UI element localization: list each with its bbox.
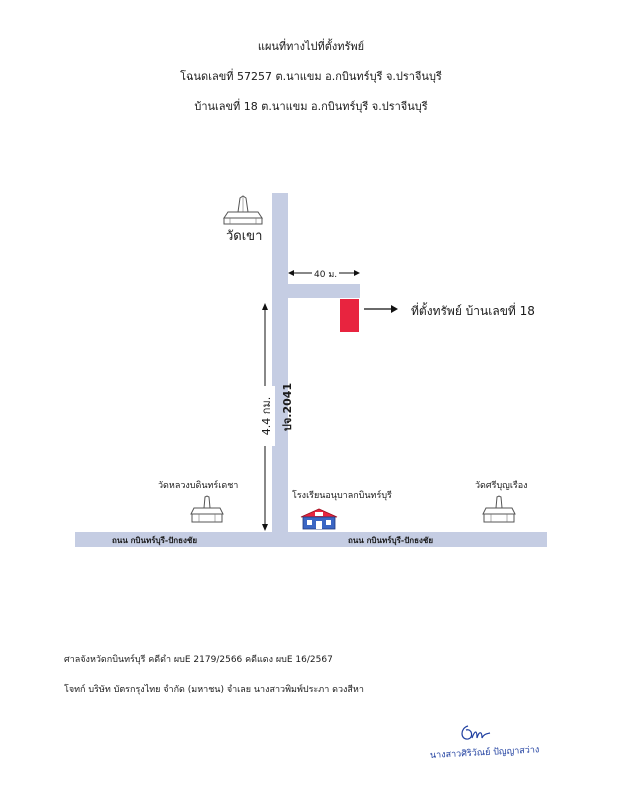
road-2041 [272, 193, 288, 533]
temple-west-icon [190, 496, 224, 524]
temple-north-label: วัดเขา [226, 229, 263, 244]
map-title: แผนที่ทางไปที่ตั้งทรัพย์ [257, 40, 365, 53]
house-line: บ้านเลขที่ 18 ต.นาแขม อ.กบินทร์บุรี จ.ปราจีนบุรี [194, 100, 428, 113]
property-label: ที่ตั้งทรัพย์ บ้านเลขที่ 18 [411, 304, 535, 318]
temple-east-label: วัดศรีบุญเรือง [475, 481, 528, 491]
school-label: โรงเรียนอนุบาลกบินทร์บุรี [292, 491, 392, 501]
temple-east-icon [482, 496, 516, 524]
temple-north-icon [222, 196, 264, 226]
signer-name: นางสาวศิริวัณย์ ปัญญาสว่าง [429, 745, 540, 761]
court-line: ศาลจังหวัดกบินทร์บุรี คดีดำ ผบE 2179/2566 คดีแดง ผบE 16/2567 [64, 655, 333, 665]
property-marker [340, 299, 359, 332]
main-distance-label: 4.4 กม. [257, 386, 275, 446]
road-code-label: ปจ.2041 [281, 382, 294, 432]
signature [458, 722, 494, 744]
branch-road [288, 284, 360, 298]
temple-west-label: วัดหลวงบดินทร์เดชา [158, 481, 239, 491]
parties-line: โจทก์ บริษัท บัตรกรุงไทย จำกัด (มหาชน) จำเลย นางสาวพิมพ์ประภา ดวงสีหา [64, 685, 364, 695]
branch-distance-label: 40 ม. [312, 267, 339, 281]
property-arrow [364, 304, 398, 314]
school-icon [297, 507, 341, 531]
deed-line: โฉนดเลขที่ 57257 ต.นาแขม อ.กบินทร์บุรี จ.ปราจีนบุรี [180, 70, 442, 83]
road-name-right: ถนน กบินทร์บุรี-ปักธงชัย [348, 536, 434, 545]
road-name-left: ถนน กบินทร์บุรี-ปักธงชัย [112, 536, 198, 545]
